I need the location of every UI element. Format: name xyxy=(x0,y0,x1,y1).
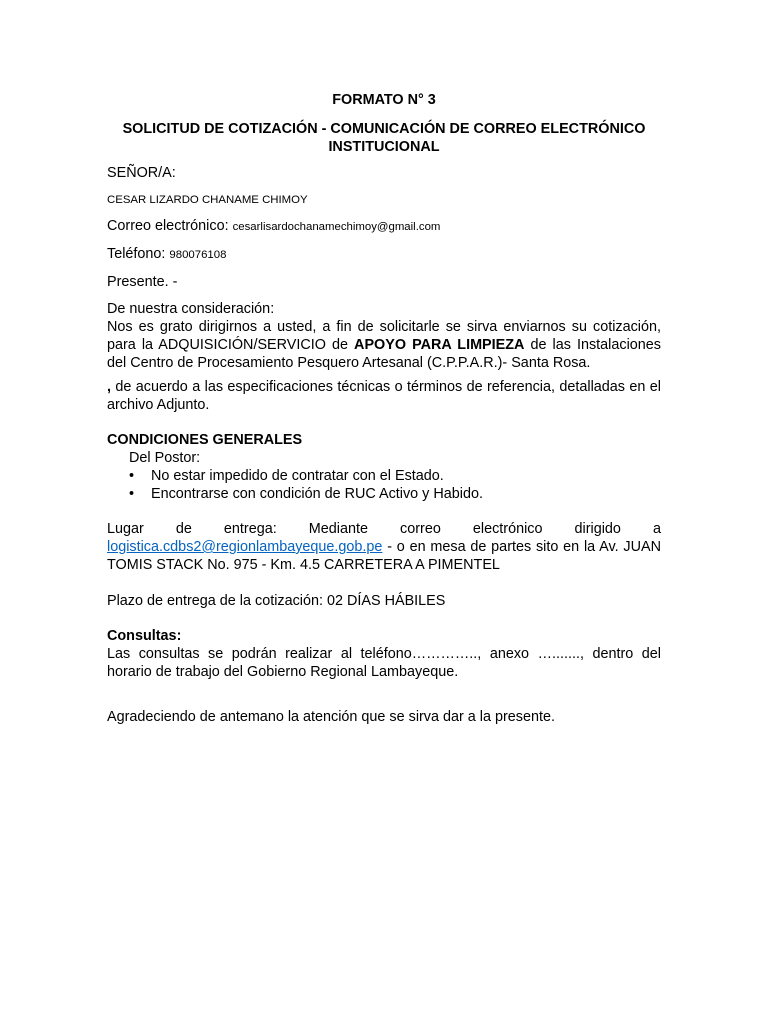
closing-text: Agradeciendo de antemano la atención que se sirva dar a la presente. xyxy=(107,709,556,725)
subtitle-line-2: INSTITUCIONAL xyxy=(328,139,440,155)
email-label: Correo electrónico: xyxy=(107,218,229,234)
list-item xyxy=(107,485,661,503)
intro-text-end: de las Instalaciones del Centro de Procesamiento Pesquero Artesanal (C.P.P.A.R.)- Santa Rosa. xyxy=(107,337,661,371)
recipient-name: CESAR LIZARDO CHANAME CHIMOY xyxy=(107,194,308,206)
postor-label: Del Postor: xyxy=(129,450,201,466)
delivery-email-link[interactable]: logistica.cdbs2@regionlambayeque.gob.pe xyxy=(107,539,383,555)
deadline-text: Plazo de entrega de la cotización: 02 DÍAS HÁBILES xyxy=(107,593,446,609)
consideration-text: De nuestra consideración: xyxy=(107,301,275,317)
subtitle-line-1: SOLICITUD DE COTIZACIÓN - COMUNICACIÓN DE CORREO ELECTRÓNICO xyxy=(122,121,646,137)
delivery-rest xyxy=(107,538,661,574)
bullet-icon: • xyxy=(129,486,135,502)
delivery-paragraph xyxy=(107,520,661,574)
salutation-label: SEÑOR/A: xyxy=(107,165,176,181)
list-item-text: Encontrarse con condición de RUC Activo y Habido. xyxy=(151,486,483,502)
specs-comma: , xyxy=(107,379,111,395)
specs-text: de acuerdo a las especificaciones técnicas o términos de referencia, detalladas en el archivo Adjunto. xyxy=(107,379,661,413)
format-title: FORMATO N° 3 xyxy=(332,92,436,108)
document-subtitle xyxy=(107,120,661,156)
phone-line xyxy=(107,245,661,264)
intro-paragraph xyxy=(107,318,661,372)
service-name: APOYO PARA LIMPIEZA xyxy=(354,337,525,353)
specs-paragraph xyxy=(107,378,661,414)
list-item xyxy=(107,467,661,485)
conditions-heading: CONDICIONES GENERALES xyxy=(107,432,303,448)
conditions-list xyxy=(107,467,661,503)
bullet-icon: • xyxy=(129,468,135,484)
phone-value: 980076108 xyxy=(169,249,227,261)
email-value: cesarlisardochanamechimoy@gmail.com xyxy=(232,221,441,233)
presente-text: Presente. - xyxy=(107,274,178,290)
consultas-text: Las consultas se podrán realizar al teléfono………….., anexo …......., dentro del horario de trabajo del Gobierno Regional Lambayeque. xyxy=(107,646,661,680)
delivery-address: - o en mesa de partes sito en la Av. JUAN TOMIS STACK No. 975 - Km. 4.5 CARRETERA A PIMENTEL xyxy=(107,539,661,573)
phone-label: Teléfono: xyxy=(107,246,166,262)
delivery-line-1: Lugar de entrega: Mediante correo electrónico dirigido a xyxy=(107,521,661,537)
consultas-heading: Consultas: xyxy=(107,628,182,644)
list-item-text: No estar impedido de contratar con el Estado. xyxy=(151,468,444,484)
intro-text-start: Nos es grato dirigirnos a usted, a fin de solicitarle se sirva enviarnos su cotización, para la ADQUISICIÓN/SERVICIO de xyxy=(107,319,661,353)
email-line xyxy=(107,217,661,236)
